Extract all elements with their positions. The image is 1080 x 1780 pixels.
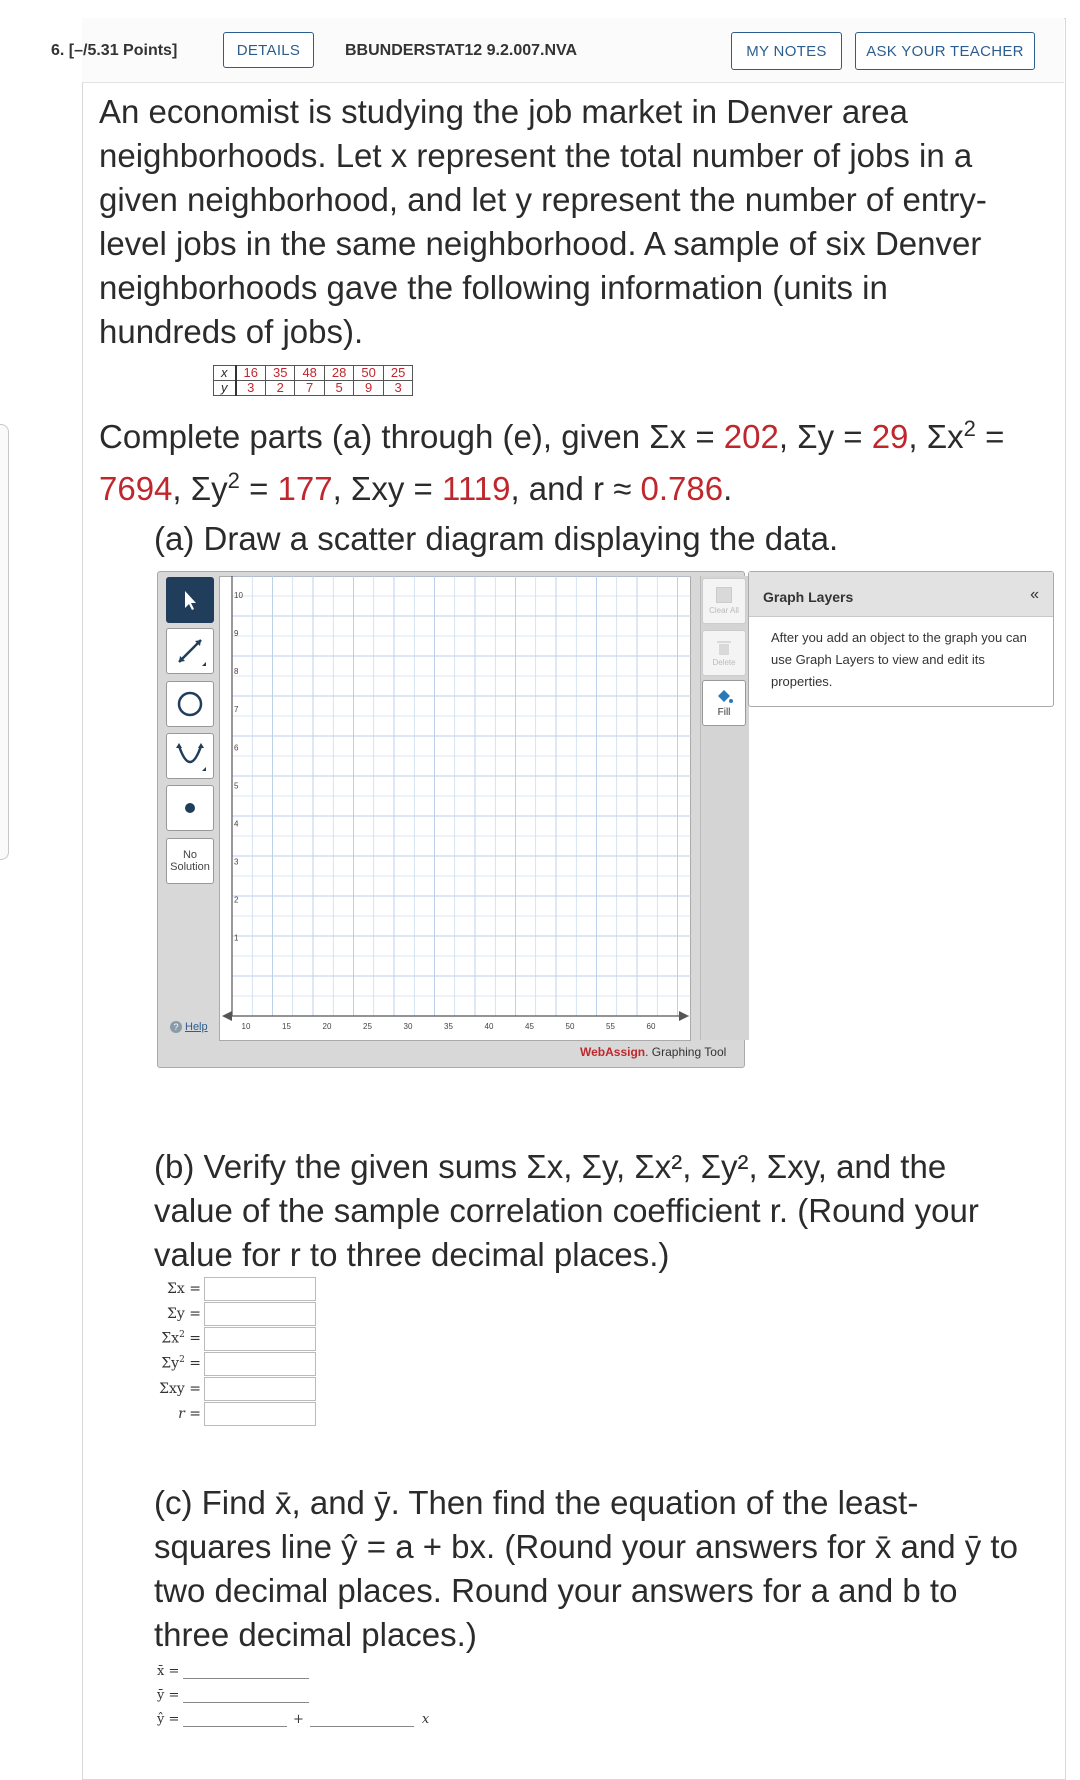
graph-layers-header bbox=[749, 572, 1053, 617]
x-tick-label: 45 bbox=[525, 1022, 534, 1031]
ybar-row bbox=[157, 1679, 429, 1703]
sum-x-row bbox=[141, 1276, 316, 1301]
webassign-brand: WebAssign. Graphing Tool bbox=[580, 1045, 727, 1059]
details-button[interactable]: DETAILS bbox=[223, 32, 314, 68]
point-icon bbox=[180, 798, 200, 818]
plus-sign: + bbox=[293, 1712, 304, 1727]
x-axis-arrow-right bbox=[679, 1011, 689, 1021]
y-tick-label: 7 bbox=[234, 705, 239, 715]
y-tick-label: 3 bbox=[234, 857, 239, 867]
sum-y2-label: $\Sigma y^2$ = bbox=[161, 1355, 201, 1372]
part-a-prompt: (a) Draw a scatter diagram displaying the data. bbox=[154, 520, 839, 557]
sum-x-input[interactable] bbox=[204, 1277, 316, 1301]
table-cell: 3 bbox=[236, 381, 266, 396]
left-edge-tab bbox=[0, 424, 9, 860]
sum-y-input[interactable] bbox=[204, 1302, 316, 1326]
table-row-x bbox=[214, 366, 413, 381]
grid-lines bbox=[232, 576, 691, 1016]
given-sum-x2: 7694 bbox=[99, 470, 173, 507]
circle-icon bbox=[175, 689, 205, 719]
given-sum-y2: 177 bbox=[277, 470, 333, 507]
graph-grid bbox=[219, 576, 691, 1041]
axis-ticks bbox=[234, 591, 656, 1031]
my-notes-button[interactable]: MY NOTES bbox=[731, 32, 842, 70]
x-variable: x bbox=[421, 1712, 430, 1727]
table-cell: 25 bbox=[383, 366, 412, 381]
xbar-label: x̄ = bbox=[157, 1664, 180, 1679]
line-segment-icon bbox=[172, 633, 208, 669]
assignment-code: BBUNDERSTAT12 9.2.007.NVA bbox=[345, 42, 578, 59]
collapse-layers-button[interactable]: « bbox=[1030, 586, 1039, 603]
sum-y-label: Σy = bbox=[167, 1305, 201, 1322]
table-cell: 3 bbox=[383, 381, 412, 396]
data-table bbox=[213, 365, 413, 396]
y-tick-label: 6 bbox=[234, 743, 239, 753]
sum-y2-input[interactable] bbox=[204, 1352, 316, 1376]
graph-layers-title: Graph Layers bbox=[763, 589, 854, 605]
x-tick-label: 60 bbox=[646, 1022, 656, 1031]
sum-xy-input[interactable] bbox=[204, 1377, 316, 1401]
r-row bbox=[141, 1401, 316, 1426]
x-tick-label: 55 bbox=[606, 1022, 615, 1031]
slope-input[interactable] bbox=[310, 1706, 414, 1727]
x-tick-label: 50 bbox=[565, 1022, 575, 1031]
sum-y-row bbox=[141, 1301, 316, 1326]
given-r: 0.786 bbox=[640, 470, 724, 507]
table-cell: 50 bbox=[354, 366, 383, 381]
question-points: 6. [–/5.31 Points] bbox=[51, 42, 178, 59]
xbar-row bbox=[157, 1655, 429, 1679]
clear-all-icon bbox=[716, 587, 732, 603]
graph-layers-text: After you add an object to the graph you can use Graph Layers to view and edit its properties. bbox=[771, 630, 1027, 689]
x-tick-label: 25 bbox=[363, 1022, 372, 1031]
sum-x2-input[interactable] bbox=[204, 1327, 316, 1351]
x-tick-label: 20 bbox=[322, 1022, 332, 1031]
y-tick-label: 9 bbox=[234, 629, 239, 639]
table-cell: 28 bbox=[324, 366, 353, 381]
problem-intro: An economist is studying the job market in Denver area neighborhoods. Let x represent the total number of jobs in a given neighborhood, and let y represent the number of entry-level jobs in the same neighborhood. A sample of six Denver neighborhoods gave the following information (units in hundreds of jobs). bbox=[99, 93, 987, 350]
x-axis-arrow-left bbox=[222, 1011, 232, 1021]
help-link[interactable]: ? Help bbox=[170, 1021, 208, 1033]
x-tick-label: 40 bbox=[484, 1022, 494, 1031]
given-sum-y: 29 bbox=[871, 418, 909, 455]
table-cell: 16 bbox=[236, 366, 266, 381]
y-tick-label: 2 bbox=[234, 895, 239, 905]
r-label: r = bbox=[178, 1405, 201, 1422]
ybar-input[interactable] bbox=[183, 1682, 309, 1703]
sum-xy-label: Σxy = bbox=[159, 1380, 201, 1397]
sum-x2-row bbox=[141, 1326, 316, 1351]
part-c-prompt: (c) Find x̄, and ȳ. Then find the equation of the least-squares line ŷ = a + bx. (Round your answers for x̄ and ȳ to two decimal places. Round your answers for a and b to three decimal places.) bbox=[154, 1484, 1018, 1653]
circle-tool[interactable] bbox=[166, 681, 214, 727]
r-input[interactable] bbox=[204, 1402, 316, 1426]
part-b-prompt: (b) Verify the given sums Σx, Σy, Σx², Σy², Σxy, and the value of the sample correlation coefficient r. (Round your value for r to three decimal places.) bbox=[154, 1148, 979, 1273]
clear-all-button[interactable]: Clear All bbox=[702, 578, 746, 624]
given-sums: Complete parts (a) through (e), given Σx = 202, Σy = 29, $\Sigma x^2 = 7694$, $\Sigma y^2 = 177$, Σxy = 1119, and r ≈ 0.786. bbox=[99, 416, 1005, 507]
y-tick-label: 10 bbox=[234, 591, 243, 600]
y-tick-label: 1 bbox=[234, 933, 239, 943]
given-sum-x: 202 bbox=[723, 418, 779, 455]
line-tool[interactable] bbox=[166, 628, 214, 674]
trash-icon bbox=[717, 640, 731, 656]
sum-x2-label: $\Sigma x^2$ = bbox=[161, 1330, 201, 1347]
table-cell: 7 bbox=[295, 381, 324, 396]
table-cell: 48 bbox=[295, 366, 324, 381]
delete-button[interactable]: Delete bbox=[702, 630, 746, 676]
x-tick-label: 15 bbox=[282, 1022, 291, 1031]
select-tool[interactable] bbox=[166, 577, 214, 623]
y-tick-label: 5 bbox=[234, 781, 239, 791]
help-icon: ? bbox=[170, 1021, 182, 1033]
xbar-input[interactable] bbox=[183, 1658, 309, 1679]
table-cell: 35 bbox=[265, 366, 294, 381]
y-tick-label: 8 bbox=[234, 667, 239, 677]
yhat-label: ŷ = bbox=[157, 1712, 180, 1727]
part-b-fields bbox=[141, 1276, 316, 1426]
sum-y2-row bbox=[141, 1351, 316, 1376]
table-cell: 5 bbox=[324, 381, 353, 396]
table-header-x: x bbox=[214, 366, 236, 381]
part-c-fields bbox=[157, 1655, 429, 1727]
table-header-y: y bbox=[214, 381, 236, 396]
graph-canvas[interactable] bbox=[219, 576, 691, 1041]
pointer-icon bbox=[180, 589, 200, 611]
intercept-input[interactable] bbox=[183, 1706, 287, 1727]
x-tick-label: 35 bbox=[444, 1022, 453, 1031]
parabola-icon bbox=[172, 738, 208, 774]
parabola-tool[interactable] bbox=[166, 733, 214, 779]
sum-xy-row bbox=[141, 1376, 316, 1401]
table-cell: 9 bbox=[354, 381, 383, 396]
sum-x-label: Σx = bbox=[167, 1280, 201, 1297]
table-cell: 2 bbox=[265, 381, 294, 396]
point-tool[interactable] bbox=[166, 785, 214, 831]
no-solution-button[interactable]: No Solution bbox=[166, 838, 214, 884]
graph-layers-panel bbox=[748, 571, 1054, 707]
fill-button[interactable]: Fill bbox=[702, 680, 746, 726]
ask-your-teacher-button[interactable]: ASK YOUR TEACHER bbox=[855, 32, 1035, 70]
ybar-label: ȳ = bbox=[157, 1688, 180, 1703]
paint-bucket-icon bbox=[715, 689, 733, 705]
x-tick-label: 10 bbox=[241, 1022, 251, 1031]
y-tick-label: 4 bbox=[234, 819, 239, 829]
yhat-row bbox=[157, 1703, 429, 1727]
given-sum-xy: 1119 bbox=[441, 470, 511, 507]
table-row-y bbox=[214, 381, 413, 396]
x-tick-label: 30 bbox=[403, 1022, 413, 1031]
